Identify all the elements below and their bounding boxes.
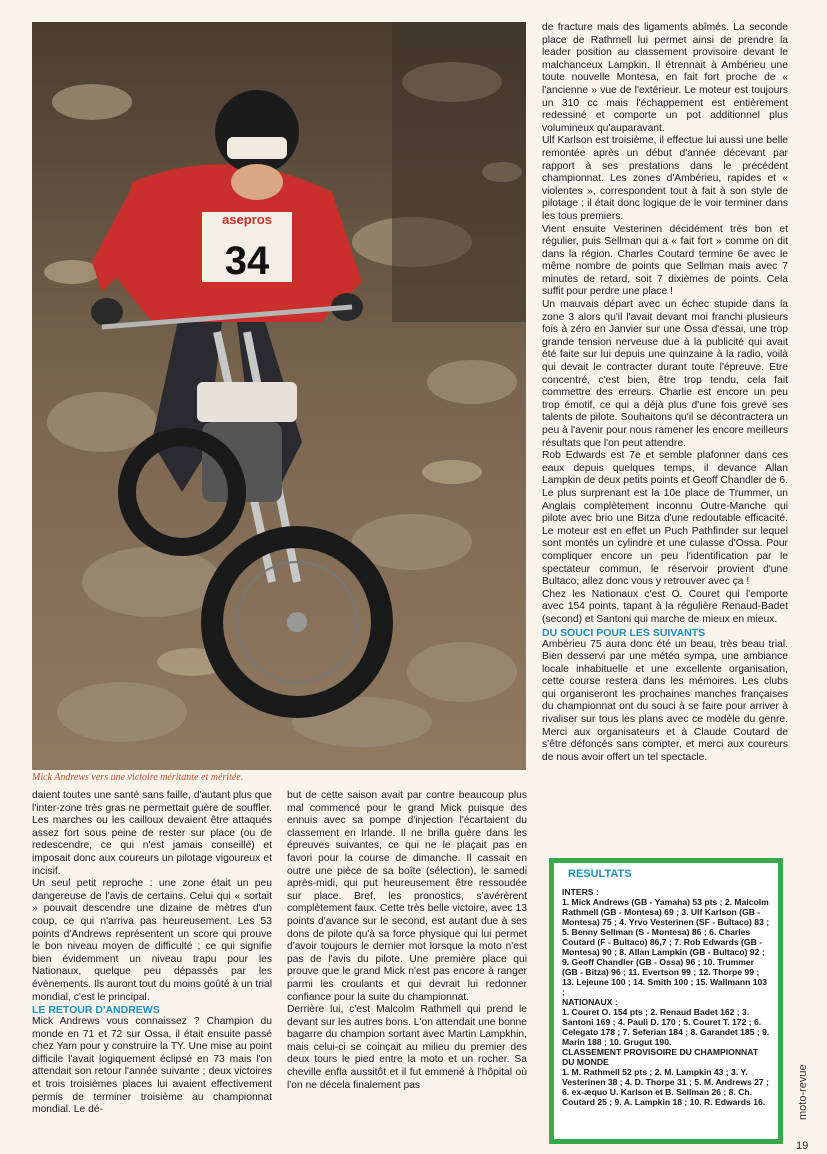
- paragraph: daient toutes une santé sans faille, d'autant plus que l'inter-zone très gras ne permettait guère de souffler. Les marches ou les cailloux devaient être attaqués assez fort sous peine de rester sur place (ou de redescendre, ce qui n'est jamais conseillé) et imposait donc aux coureurs un pilotage vigoureux et incisif.: [32, 790, 272, 877]
- rider-number: 34: [224, 239, 270, 283]
- results-box: [549, 858, 783, 1144]
- magazine-name: moto-revue: [797, 1064, 809, 1120]
- paragraph: Ulf Karlson est troisième, il effectue lui aussi une belle remontée après un début d'année décevant par rapport à ses prestations dans le précédent championnat. Les zones d'Ambérieu, rapides et « violentes », correspondent tout à fait à son style de pilotage ; il était donc logique de le voir terminer dans les tous premiers.: [542, 135, 788, 222]
- paragraph: Derrière lui, c'est Malcolm Rathmell qui prend le devant sur les autres bons. L'on attendait une bonne bagarre du champion sortant avec Martin Lampkhin, mais celui-ci se coinçait au milieu du premier des deux tours le pied entre la moto et un rocher. Sa cheville enfla aussitôt et il fut emmené à l'hôpital où l'on ne décela finalement pas: [287, 1004, 527, 1091]
- results-inters: 1. Mick Andrews (GB - Yamaha) 53 pts ; 2. Malcolm Rathmell (GB - Montesa) 69 ; 3. Ulf Karlson (GB - Montesa) 75 ; 4. Yrvo Vesterinen (SF - Bultaco) 83 ; 5. Benny Sellman (S - Montesa) 86 ; 6. Charles Coutard (F - Bultaco) 86,7 ; 7. Rob Edwards (GB - Montesa) 90 ; 8. Allan Lampkin (GB - Bultaco) 92 ; 9. Geoff Chandler (GB - Ossa) 96 ; 10. Trummer (GB - Bitza) 96 ; 11. Evertson 99 ; 12. Thorpe 99 ; 13. Lejeune 100 ; 14. Smith 100 ; 15. Wallmann 103 ;: [562, 897, 770, 997]
- paragraph: Un mauvais départ avec un échec stupide dans la zone 3 alors qu'il l'avait devant moi franchi plusieurs fois à zéro en Janvier sur une Ossa d'essai, une trop grande tension nerveuse due à la publicité qui avait été faite sur lui depuis une quinzaine à la radio, voilà qui devait le contracter durant toute l'épreuve. Etre concentré, c'est bien, être trop tendu, cela fait commettre des erreurs. Charlie est encore un peu trop émotif, ce qui a déjà plus d'une fois grevé ses talents de pilote. Souhaitons qu'il se décontractera un peu à l'avenir pour nous ramener les encore meilleurs résultats que l'on peut attendre.: [542, 299, 788, 449]
- page-number: 19: [796, 1140, 809, 1152]
- results-nationaux: 1. Couret O. 154 pts ; 2. Renaud Badet 162 ; 3. Santoni 169 ; 4. Pauli D. 170 ; 5. Couret T. 172 ; 6. Celegato 178 ; 7. Seferian 184 ; 8. Garandet 185 ; 9. Marin 188 ; 10. Grugut 190.: [562, 1007, 770, 1047]
- article-column-2: [287, 790, 527, 1092]
- results-classement: 1. M. Rathmell 52 pts ; 2. M. Lampkin 43 ; 3. Y. Vesterinen 38 ; 4. D. Thorpe 31 ; 5. M. Andrews 27 ; 6. ex-æquo U. Karlson et B. Sellman 26 ; 8. Ch. Coutard 25 ; 9. A. Lampkin 18 ; 10. R. Edwards 16.: [562, 1067, 769, 1107]
- results-inters-label: INTERS :: [562, 887, 599, 897]
- paragraph: de fracture mais des ligaments abîmés. La seconde place de Rathmell lui permet ainsi de prendre la leader position au classement provisoire devant le malchanceux Lampkin. Il étrennait à Ambérieu une toute nouvelle Montesa, en fait fort proche de « l'ancienne » vue de l'extérieur. Le moteur est toujours un 310 cc mais l'échappement est entièrement redessiné et comporte un pot additionnel plus volumineux qu'auparavant.: [542, 22, 788, 134]
- article-column-1: [32, 790, 272, 1117]
- results-classement-label: CLASSEMENT PROVISOIRE DU CHAMPIONNAT DU MONDE: [562, 1047, 759, 1067]
- jersey-text: asepros: [222, 212, 272, 227]
- results-title: RESULTATS: [568, 868, 632, 880]
- section-heading: DU SOUCI POUR LES SUIVANTS: [542, 626, 706, 639]
- paragraph: Mick Andrews vous connaissez ? Champion du monde en 71 et 72 sur Ossa, il était ensuite passé chez Yam pour y construire la TY. Une mise au point difficile l'avait logiquement éclipsé en 73 mais l'on attendait son retour l'année suivante ; deux victoires et trois troisièmes places lui avaient effectivement permis de terminer troisième au championnat mondial. Le dé-: [32, 1016, 272, 1116]
- rider-photo: [32, 22, 526, 770]
- section-heading: LE RETOUR D'ANDREWS: [32, 1004, 160, 1017]
- paragraph: Chez les Nationaux c'est O. Couret qui l'emporte avec 154 points, tapant à la régulière Renaud-Badet (second) et Santoni qui marche de mieux en mieux.: [542, 588, 788, 625]
- results-nationaux-label: NATIONAUX :: [562, 997, 618, 1007]
- trial-rider-illustration: [32, 22, 526, 770]
- paragraph: Un seul petit reproche : une zone était un peu dangereuse de l'avis de certains. Celui qui « sortait » pouvait descendre une dizaine de mètres d'un coup, ce qui n'arriva pas heureusement. Les 53 points d'Andrews représentent un score qui prouve le bon niveau moyen de difficulté ; ce qui signifie bien évidemment un niveau trapu pour les Nationaux, quelque peu dépassés par les évènements. Ils auront tout du moins goûté à un trial mondial, c'est le principal.: [32, 878, 272, 1003]
- paragraph: Vient ensuite Vesterinen décidément très bon et régulier, puis Sellman qui a « fait fort » comme on dit dans la région. Charles Coutard termine 6e avec le même nombre de points que Sellman mais avec 7 minutes de retard, soit 7 dixièmes de points. Cela suffit pour perdre une place !: [542, 223, 788, 298]
- paragraph: but de cette saison avait par contre beaucoup plus mal commencé pour le grand Mick puisque des ennuis avec sa pompe d'injection l'écartaient du classement en Irlande. Il ne brilla guère dans les épreuves suivantes, ce qui ne le plaçait pas en favori pour la course de dimanche. Il cassait en outre une pièce de sa boîte (sélection), le samedi après-midi, qui put heureusement être ressoudée sur place. Bref, les pronostics, s'avérèrent complètement faux. Cette très belle victoire, avec 13 points d'avance sur le second, est autant due à ses dons de pilote qu'à sa force physique qui lui permet d'avoir toujours le dernier mot lorsque la moto n'est pas de l'avis du pilote. Une première place qui prouve que le grand Mick n'est pas encore à ranger parmi les croulants et qui devrait lui redonner confiance pour la suite du championnat.: [287, 790, 527, 1003]
- photo-caption: Mick Andrews vers une victoire méritante et méritée.: [32, 772, 244, 783]
- article-column-3: [542, 22, 788, 764]
- paragraph: Ambérieu 75 aura donc été un beau, très beau trial. Bien desservi par une météo sympa, une ambiance locale inhabituelle et une excellente organisation, cette course restera dans les mémoires. Les clubs qui organiseront les prochaines manches françaises du championnat ont du souci à se faire pour arriver à rivaliser sur tous les plans avec ce modèle du genre. Merci aux organisateurs et à Claude Coutard de s'être défoncés sans compter, et merci aux coureurs de nous avoir offert un tel spectacle.: [542, 638, 788, 763]
- paragraph: Rob Edwards est 7e et semble plafonner dans ces eaux depuis quelques temps, il devance Allan Lampkin de deux petits points et Geoff Chandler de 6. Le plus surprenant est la 10e place de Trummer, un Anglais complètement inconnu Outre-Manche qui pilote avec brio une Bitza d'une redoutable efficacité. Le moteur est en effet un Puch Pathfinder sur lequel sont montés un cylindre et une culasse d'Ossa. Pour compliquer encore un peu l'identification par le spectateur commun, le réservoir provient d'une Bultaco, allez donc vous y retrouver avec ça !: [542, 450, 788, 588]
